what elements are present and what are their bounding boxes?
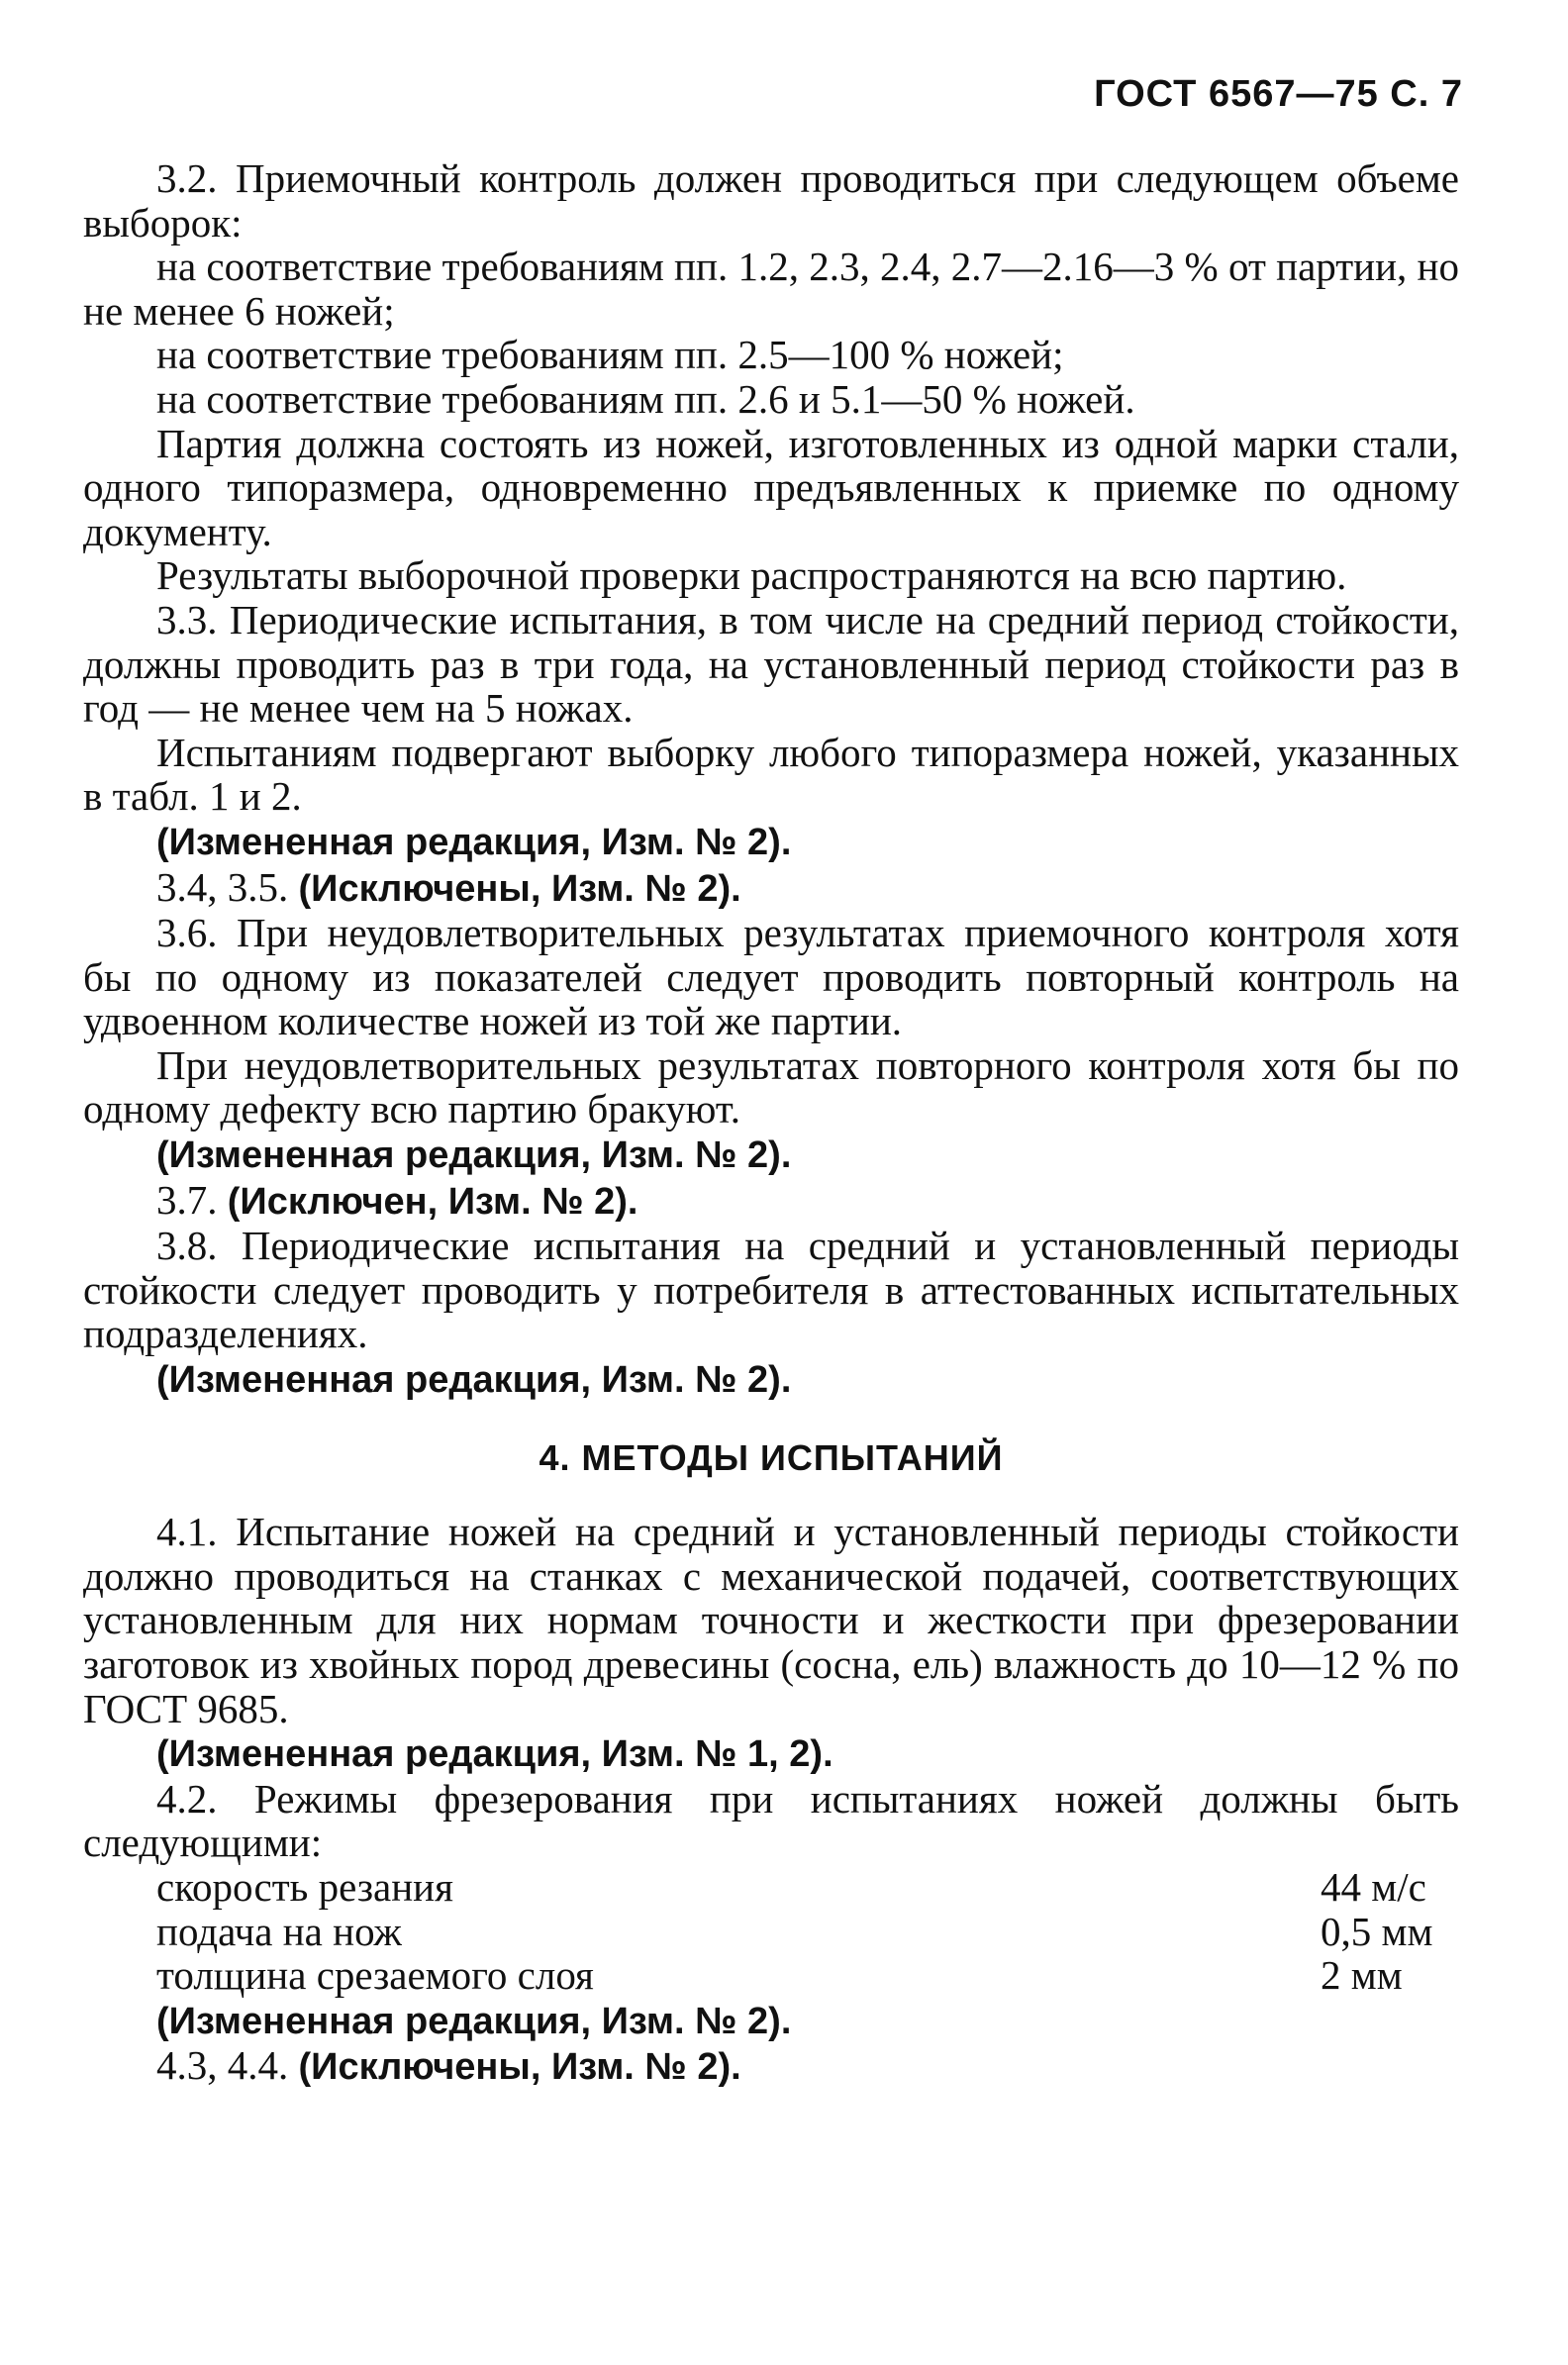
paragraph-3-2-c: на соответствие требованиям пп. 2.6 и 5.1—50 % ножей. [156, 375, 1135, 422]
paragraph-3-6: 3.6. При неудовлетворительных результатах приемочного контроля хотя бы по одному из показателей следует проводить повторный контроль на удвоенном количестве ножей из той же партии. [83, 910, 1459, 1044]
document-body [83, 156, 1459, 2090]
item-number: 3.4, 3.5. [156, 863, 289, 910]
item-note: (Исключен, Изм. № 2). [227, 1180, 638, 1223]
paragraph-lot: Партия должна состоять из ножей, изготовленных из одной марки стали, одного типоразмера, одновременно предъявленных к приемке по одному документу. [83, 420, 1459, 554]
paragraph-3-2-a: на соответствие требованиям пп. 1.2, 2.3, 2.4, 2.7—2.16—3 % от партии, но не менее 6 ножей; [83, 244, 1459, 334]
paragraph-3-2-b: на соответствие требованиям пп. 2.5—100 % ножей; [156, 332, 1064, 378]
item-number: 4.3, 4.4. [156, 2042, 289, 2089]
item-note: (Исключены, Изм. № 2). [298, 867, 741, 910]
paragraph-3-8: 3.8. Периодические испытания на средний и установленный периоды стойкости следует проводить у потребителя в аттестованных испытательных подразделениях. [83, 1223, 1459, 1357]
amendment-note-4: (Измененная редакция, Изм. № 1, 2). [156, 1733, 833, 1776]
mode-row: толщина срезаемого слоя 2 мм [156, 1952, 1403, 1999]
amendment-note-3: (Измененная редакция, Изм. № 2). [156, 1359, 792, 1402]
amendment-note-1: (Измененная редакция, Изм. № 2). [156, 821, 792, 863]
page-header: ГОСТ 6567—75 С. 7 [1094, 73, 1463, 115]
paragraph-3-3: 3.3. Периодические испытания, в том числе на средний период стойкости, должны проводить раз в три года, на установленный период стойкости раз в год — не менее чем на 5 ножах. [83, 596, 1459, 732]
paragraph-4-1: 4.1. Испытание ножей на средний и установленный периоды стойкости должно проводиться на станках с механической подачей, соответствующих установленным для них нормам точности и жесткости при фрезеровании заготовок из хвойных пород древесины (сосна, ель) влажность до 10—12 % по ГОСТ 9685. [83, 1509, 1459, 1731]
mode-row: скорость резания 44 м/с [156, 1863, 1426, 1910]
paragraph-3-3-b: Испытаниям подвергают выборку любого типоразмера ножей, указанных в табл. 1 и 2. [83, 729, 1459, 820]
item-3-4-3-5 [83, 865, 1459, 912]
paragraph-3-2: 3.2. Приемочный контроль должен проводиться при следующем объеме выборок: [83, 155, 1459, 246]
mode-row: подача на нож 0,5 мм [156, 1908, 1433, 1954]
item-number: 3.7. [156, 1176, 218, 1223]
paragraph-results: Результаты выборочной проверки распространяются на всю партию. [156, 552, 1347, 599]
paragraph-3-6-b: При неудовлетворительных результатах повторного контроля хотя бы по одному дефекту всю партию бракуют. [83, 1041, 1459, 1133]
item-note: (Исключены, Изм. № 2). [298, 2046, 741, 2089]
amendment-note-2: (Измененная редакция, Изм. № 2). [156, 1134, 792, 1177]
item-3-7 [83, 1178, 1459, 1225]
milling-modes-list [83, 1865, 1459, 1998]
amendment-note-5: (Измененная редакция, Изм. № 2). [156, 2000, 792, 2042]
item-4-3-4-4 [83, 2043, 1459, 2090]
section-title: 4. МЕТОДЫ ИСПЫТАНИЙ [539, 1436, 1004, 1478]
paragraph-4-2: 4.2. Режимы фрезерования при испытаниях ножей должны быть следующими: [83, 1775, 1459, 1866]
